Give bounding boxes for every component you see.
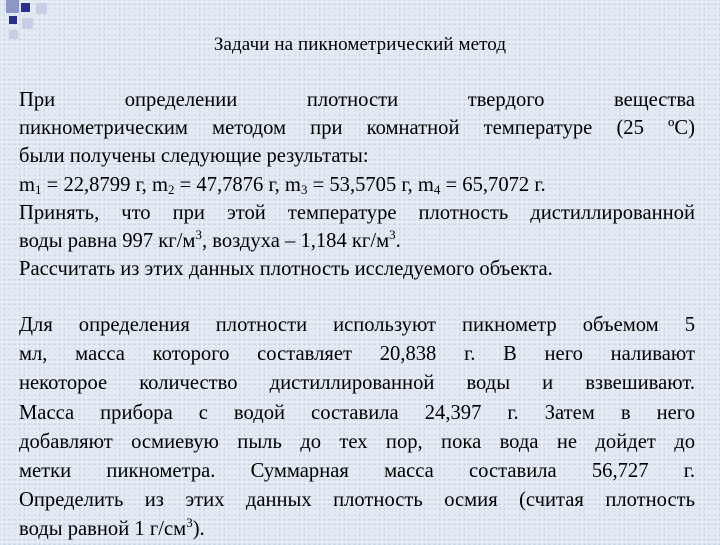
m3-value: = 53,5705 г, — [307, 173, 418, 196]
line-end-bracket: ). — [192, 518, 205, 541]
osmium-water-density-text: воды равной 1 г/см — [19, 518, 187, 541]
page-title: Задачи на пикнометрический метод — [213, 34, 507, 55]
m3-subscript: 3 — [300, 181, 308, 197]
water-density-exponent: 3 — [195, 227, 202, 243]
deco-square-4 — [9, 16, 17, 24]
m3-name: m — [284, 173, 301, 196]
osmium-water-density-exponent: 3 — [186, 515, 193, 531]
problem-2-line-4: Масса прибора с водой составила 24,397 г. Затем в него — [19, 401, 695, 424]
problem-2-line-7: Определить из этих данных плотность осмия (считая плотность — [19, 489, 695, 512]
m2-subscript: 2 — [167, 181, 175, 197]
air-density-exponent: 3 — [389, 227, 396, 243]
problem-1-line-2: пикнометрическим методом при комнатной температуре (25 ºС) — [19, 117, 695, 140]
problem-1-line-1: При определении плотности твердого вещества — [19, 89, 695, 111]
m4-subscript: 4 — [433, 181, 441, 197]
problem-2-line-5: добавляют осмиевую пыль до тех пор, пока вода не дойдет до — [19, 430, 695, 453]
problem-2-line-1: Для определения плотности используют пикнометр объемом 5 — [19, 314, 695, 336]
deco-square-1 — [6, 0, 19, 13]
line-end-period: . — [395, 230, 401, 253]
air-density-text: , воздуха – 1,184 кг/м — [201, 230, 390, 253]
problem-1-line-6 — [19, 227, 695, 255]
m2-value: = 47,7876 г, — [174, 173, 285, 196]
water-density-text: воды равна 997 кг/м — [19, 230, 196, 253]
deco-square-5 — [22, 18, 33, 29]
m1-subscript: 1 — [35, 181, 42, 197]
m4-value: = 65,7072 г. — [440, 173, 546, 196]
problem-1-masses — [19, 171, 695, 199]
m1-value: = 22,8799 г, — [41, 173, 152, 196]
problem-1-line-5: Принять, что при этой температуре плотность дистиллированной — [19, 201, 695, 224]
deco-square-3 — [36, 3, 47, 14]
problem-2-line-8 — [19, 515, 695, 544]
problem-1-line-3: были получены следующие результаты: — [19, 145, 369, 168]
m1-name: m — [19, 173, 36, 196]
deco-square-2 — [21, 3, 30, 12]
problem-1 — [19, 86, 695, 283]
problem-2 — [19, 311, 695, 545]
problem-2-line-2: мл, масса которого составляет 20,838 г. В него наливают — [19, 343, 695, 366]
m4-name: m — [417, 173, 434, 196]
m2-name: m — [151, 173, 168, 196]
problem-2-line-6: метки пикнометра. Суммарная масса составила 56,727 г. — [19, 460, 695, 483]
problem-2-line-3: некоторое количество дистиллированной воды и взвешивают. — [19, 372, 695, 395]
problem-1-line-7: Рассчитать из этих данных плотность исследуемого объекта. — [19, 258, 553, 281]
